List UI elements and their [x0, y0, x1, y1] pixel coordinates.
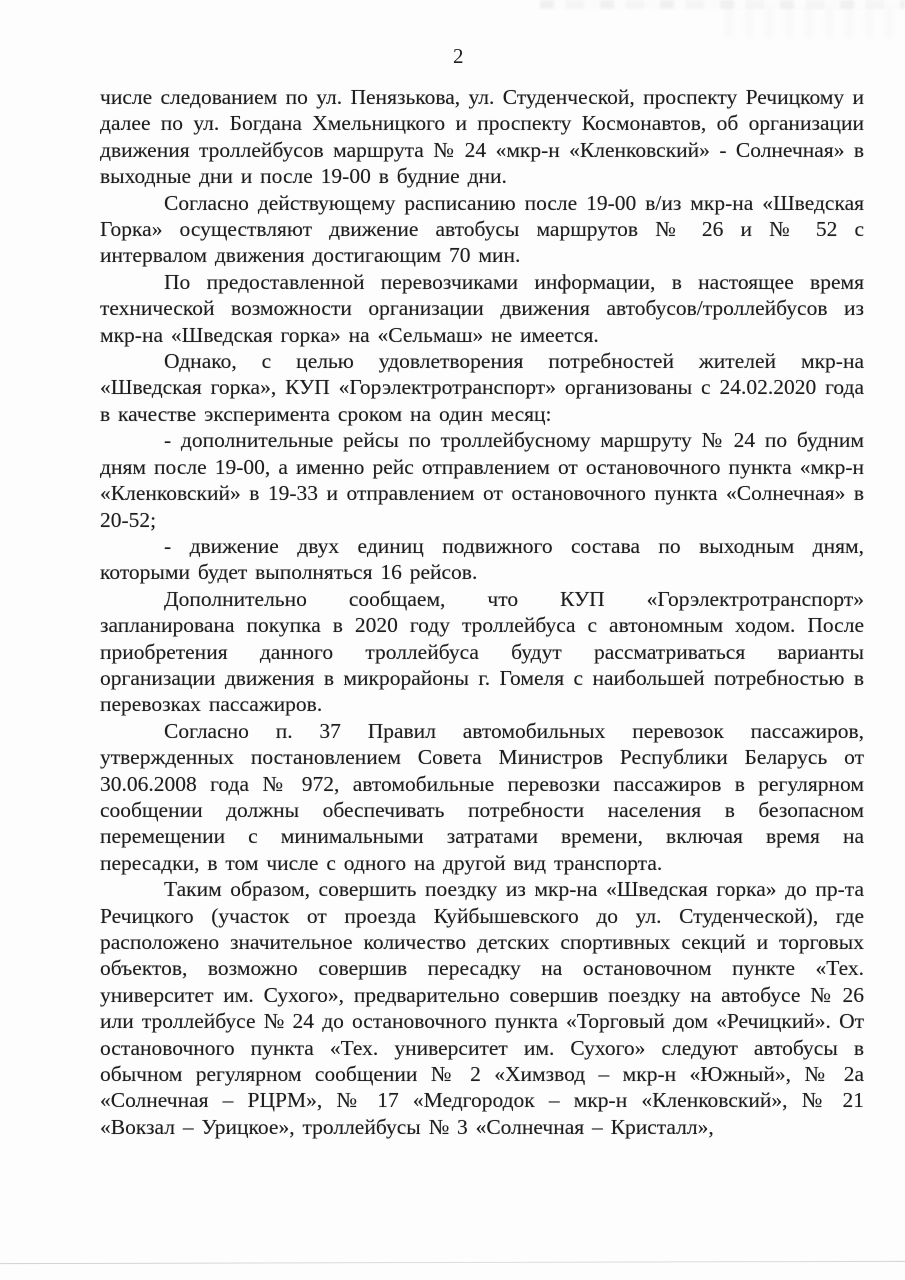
paragraph-carrier-info: По предоставленной перевозчиками информации, в настоящее время технической возможности организации движения автобусов/троллейбусов из мкр-на «Шведская горка» на «Сельмаш» не имеется.: [100, 269, 864, 347]
paragraph-experiment-intro: Однако, с целью удовлетворения потребностей жителей мкр-на «Шведская горка», КУП «Горэлектротранспорт» организованы с 24.02.2020 года в качестве эксперимента сроком на один месяц:: [100, 349, 864, 426]
scan-artifact-top-right: [725, 8, 905, 38]
paragraph-schedule: Согласно действующему расписанию после 19-00 в/из мкр-на «Шведская Горка» осуществляют движение автобусы маршрутов № 26 и № 52 с интервалом движения достигающим 70 мин.: [100, 190, 864, 268]
letter-body: [100, 84, 864, 1140]
page-number: 2: [453, 44, 464, 68]
paragraph-transfer-options: Таким образом, совершить поездку из мкр-на «Шведская горка» до пр-та Речицкого (участок от проезда Куйбышевского до ул. Студенческой), где расположено значительное количество детских спортивных секций и торговых объектов, возможно совершив пересадку на остановочном пункте «Тех. университет им. Сухого», предварительно совершив поездку на автобусе № 26 или троллейбусе № 24 до остановочного пункта «Торговый дом «Речицкий». От остановочного пункта «Тех. университет им. Сухого» следуют автобусы в обычном регулярном сообщении № 2 «Химзвод – мкр-н «Южный», № 2а «Солнечная – РЦРМ», № 17 «Медгородок – мкр-н «Кленковский», № 21 «Вокзал – Урицкое», троллейбусы № 3 «Солнечная – Кристалл»,: [100, 877, 864, 1139]
paragraph-regulations: Согласно п. 37 Правил автомобильных перевозок пассажиров, утвержденных постановлением Совета Министров Республики Беларусь от 30.06.2008 года № 972, автомобильные перевозки пассажиров в регулярном сообщении должны обеспечивать потребности населения в безопасном перемещении с минимальными затратами времени, включая время на пересадки, в том числе с одного на другой вид транспорта.: [100, 718, 864, 875]
paragraph-list-item-extra-trips: - дополнительные рейсы по троллейбусному маршруту № 24 по будним дням после 19-00, а именно рейс отправлением от остановочного пункта «мкр-н «Кленковский» в 19-33 и отправлением от остановочного пункта «Солнечная» в 20-52;: [100, 428, 864, 532]
paragraph-trolleybus-purchase: Дополнительно сообщаем, что КУП «Горэлектротранспорт» запланирована покупка в 2020 году троллейбуса с автономным ходом. После приобретения данного троллейбуса будут рассматриваться варианты организации движения в микрорайоны г. Гомеля с наибольшей потребностью в перевозках пассажиров.: [100, 586, 864, 717]
paragraph-list-item-weekend-service: - движение двух единиц подвижного состава по выходным дням, которыми будет выполняться 16 рейсов.: [100, 533, 864, 585]
paragraph-continuation: числе следованием по ул. Пенязькова, ул. Студенческой, проспекту Речицкому и далее по ул. Богдана Хмельницкого и проспекту Космонавтов, об организации движения троллейбусов маршрута № 24 «мкр-н «Кленковский» - Солнечная» в выходные дни и после 19-00 в будние дни.: [100, 85, 864, 189]
scan-artifact-bottom-line: [0, 1261, 905, 1264]
